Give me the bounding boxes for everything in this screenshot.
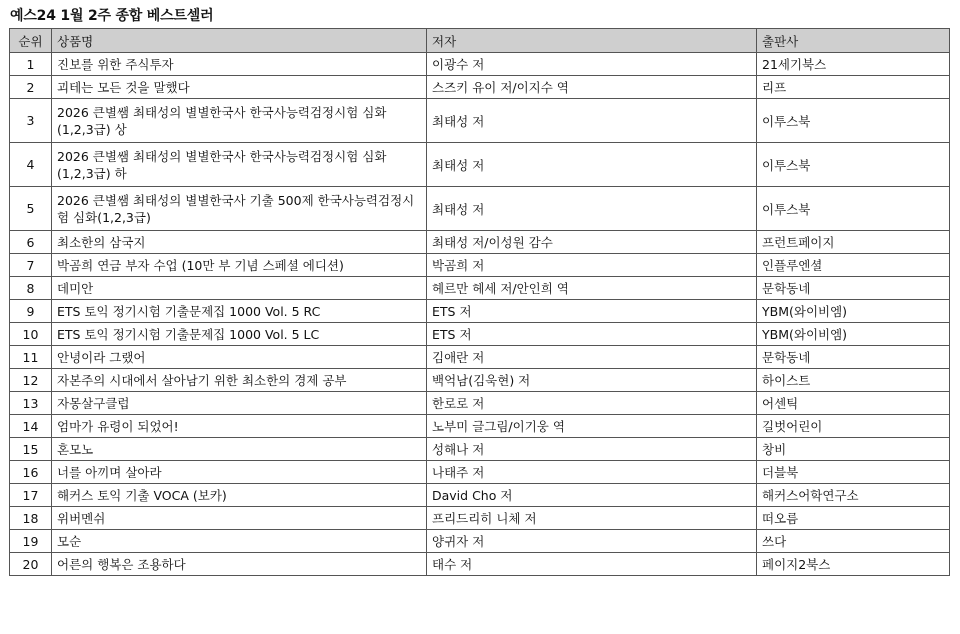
- rank-cell: 4: [10, 143, 52, 187]
- table-row: [10, 231, 950, 254]
- author-cell: 양귀자 저: [427, 530, 757, 553]
- publisher-cell: 페이지2북스: [757, 553, 950, 576]
- table-row: [10, 369, 950, 392]
- author-cell: 이광수 저: [427, 53, 757, 76]
- author-cell: David Cho 저: [427, 484, 757, 507]
- author-cell: 한로로 저: [427, 392, 757, 415]
- header-author: 저자: [427, 29, 757, 53]
- title-cell: ETS 토익 정기시험 기출문제집 1000 Vol. 5 LC: [52, 323, 427, 346]
- rank-cell: 13: [10, 392, 52, 415]
- publisher-cell: 떠오름: [757, 507, 950, 530]
- table-body: [10, 53, 950, 576]
- header-title: 상품명: [52, 29, 427, 53]
- table-row: [10, 484, 950, 507]
- rank-cell: 17: [10, 484, 52, 507]
- author-cell: 백억남(김욱현) 저: [427, 369, 757, 392]
- publisher-cell: 리프: [757, 76, 950, 99]
- title-cell: 혼모노: [52, 438, 427, 461]
- table-row: [10, 415, 950, 438]
- publisher-cell: 21세기북스: [757, 53, 950, 76]
- rank-cell: 3: [10, 99, 52, 143]
- publisher-cell: 어센틱: [757, 392, 950, 415]
- rank-cell: 5: [10, 187, 52, 231]
- bestseller-table: [9, 28, 950, 576]
- publisher-cell: 문학동네: [757, 346, 950, 369]
- author-cell: 프리드리히 니체 저: [427, 507, 757, 530]
- title-cell: 데미안: [52, 277, 427, 300]
- publisher-cell: 이투스북: [757, 99, 950, 143]
- publisher-cell: 문학동네: [757, 277, 950, 300]
- header-publisher: 출판사: [757, 29, 950, 53]
- publisher-cell: 쓰다: [757, 530, 950, 553]
- table-row: [10, 461, 950, 484]
- rank-cell: 9: [10, 300, 52, 323]
- header-rank: 순위: [10, 29, 52, 53]
- title-cell: 진보를 위한 주식투자: [52, 53, 427, 76]
- title-cell: 최소한의 삼국지: [52, 231, 427, 254]
- publisher-cell: YBM(와이비엠): [757, 300, 950, 323]
- rank-cell: 12: [10, 369, 52, 392]
- author-cell: ETS 저: [427, 300, 757, 323]
- table-row: [10, 99, 950, 143]
- table-row: [10, 530, 950, 553]
- page-title: 예스24 1월 2주 종합 베스트셀러: [10, 8, 214, 24]
- publisher-cell: 이투스북: [757, 143, 950, 187]
- author-cell: 김애란 저: [427, 346, 757, 369]
- author-cell: 최태성 저: [427, 187, 757, 231]
- rank-cell: 19: [10, 530, 52, 553]
- table-row: [10, 76, 950, 99]
- title-cell: 자본주의 시대에서 살아남기 위한 최소한의 경제 공부: [52, 369, 427, 392]
- author-cell: 헤르만 헤세 저/안인희 역: [427, 277, 757, 300]
- table-row: [10, 254, 950, 277]
- title-cell: 해커스 토익 기출 VOCA (보카): [52, 484, 427, 507]
- title-cell: 2026 큰별쌤 최태성의 별별한국사 한국사능력검정시험 심화(1,2,3급) 상: [52, 99, 427, 143]
- publisher-cell: YBM(와이비엠): [757, 323, 950, 346]
- rank-cell: 16: [10, 461, 52, 484]
- rank-cell: 8: [10, 277, 52, 300]
- title-cell: 2026 큰별쌤 최태성의 별별한국사 한국사능력검정시험 심화(1,2,3급) 하: [52, 143, 427, 187]
- table-row: [10, 277, 950, 300]
- publisher-cell: 길벗어린이: [757, 415, 950, 438]
- table-row: [10, 392, 950, 415]
- table-row: [10, 346, 950, 369]
- table-row: [10, 438, 950, 461]
- title-cell: 모순: [52, 530, 427, 553]
- author-cell: 노부미 글그림/이기웅 역: [427, 415, 757, 438]
- rank-cell: 1: [10, 53, 52, 76]
- author-cell: ETS 저: [427, 323, 757, 346]
- rank-cell: 7: [10, 254, 52, 277]
- publisher-cell: 프런트페이지: [757, 231, 950, 254]
- author-cell: 최태성 저/이성원 감수: [427, 231, 757, 254]
- table-row: [10, 187, 950, 231]
- rank-cell: 10: [10, 323, 52, 346]
- rank-cell: 20: [10, 553, 52, 576]
- author-cell: 태수 저: [427, 553, 757, 576]
- author-cell: 최태성 저: [427, 143, 757, 187]
- rank-cell: 14: [10, 415, 52, 438]
- rank-cell: 18: [10, 507, 52, 530]
- publisher-cell: 이투스북: [757, 187, 950, 231]
- rank-cell: 2: [10, 76, 52, 99]
- publisher-cell: 인플루엔셜: [757, 254, 950, 277]
- title-cell: 안녕이라 그랬어: [52, 346, 427, 369]
- publisher-cell: 더블북: [757, 461, 950, 484]
- author-cell: 최태성 저: [427, 99, 757, 143]
- title-cell: 괴테는 모든 것을 말했다: [52, 76, 427, 99]
- publisher-cell: 해커스어학연구소: [757, 484, 950, 507]
- table-row: [10, 53, 950, 76]
- table-header-row: [10, 29, 950, 53]
- author-cell: 스즈키 유이 저/이지수 역: [427, 76, 757, 99]
- rank-cell: 6: [10, 231, 52, 254]
- author-cell: 나태주 저: [427, 461, 757, 484]
- title-cell: 자몽살구클럽: [52, 392, 427, 415]
- publisher-cell: 창비: [757, 438, 950, 461]
- rank-cell: 15: [10, 438, 52, 461]
- title-cell: 위버멘쉬: [52, 507, 427, 530]
- table-row: [10, 143, 950, 187]
- title-cell: 박곰희 연금 부자 수업 (10만 부 기념 스페셜 에디션): [52, 254, 427, 277]
- title-cell: 2026 큰별쌤 최태성의 별별한국사 기출 500제 한국사능력검정시험 심화(1,2,3급): [52, 187, 427, 231]
- title-cell: ETS 토익 정기시험 기출문제집 1000 Vol. 5 RC: [52, 300, 427, 323]
- table-row: [10, 323, 950, 346]
- title-cell: 엄마가 유령이 되었어!: [52, 415, 427, 438]
- author-cell: 성해나 저: [427, 438, 757, 461]
- publisher-cell: 하이스트: [757, 369, 950, 392]
- table-row: [10, 507, 950, 530]
- rank-cell: 11: [10, 346, 52, 369]
- author-cell: 박곰희 저: [427, 254, 757, 277]
- title-cell: 어른의 행복은 조용하다: [52, 553, 427, 576]
- table-row: [10, 300, 950, 323]
- table-row: [10, 553, 950, 576]
- title-cell: 너를 아끼며 살아라: [52, 461, 427, 484]
